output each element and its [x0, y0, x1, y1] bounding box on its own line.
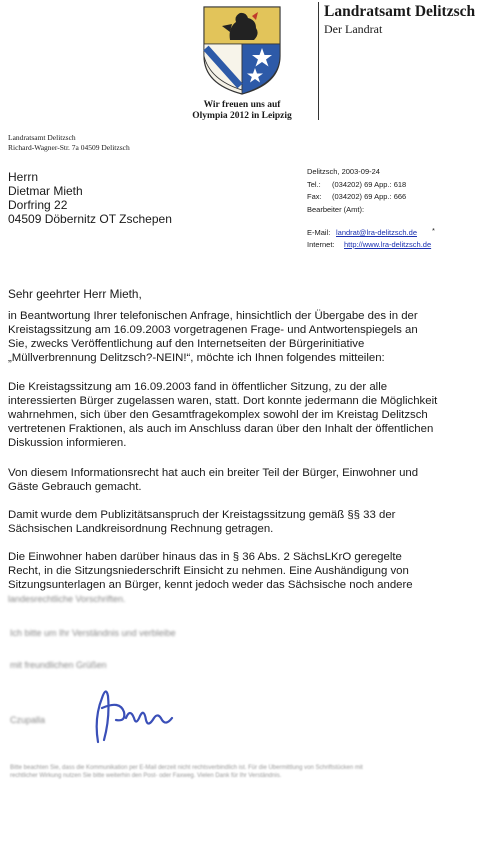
paragraph-request	[8, 309, 483, 365]
closing-request: Ich bitte um Ihr Verständnis und verbleibe	[10, 628, 176, 638]
slogan	[162, 100, 322, 122]
text-line: interessierten Bürger zugelassen waren, statt. Dort konnte jedermann die Möglichkeit	[8, 395, 438, 407]
text-line: Kreistagssitzung am 16.09.2003 vorgetragenen Frage- und Antwortenspiegels an	[8, 324, 418, 336]
tel-label: Tel.:	[307, 180, 321, 189]
slogan-line: Wir freuen uns auf	[203, 100, 281, 110]
signer-name: Czupalla	[10, 715, 46, 725]
internet-label: Internet:	[307, 240, 335, 249]
email-link[interactable]: landrat@lra-delitzsch.de	[336, 228, 417, 237]
paragraph-session	[8, 380, 483, 450]
text-line: Die Einwohner haben darüber hinaus das in § 36 Abs. 2 SächsLKrO geregelte	[8, 551, 402, 563]
slogan-line: Olympia 2012 in Leipzig	[192, 111, 292, 121]
recipient-city: 04509 Döbernitz OT Zschepen	[8, 212, 172, 226]
footnote-line: rechtlicher Wirkung nutzen Sie bitte weiterhin den Post- oder Faxweg. Vielen Dank für Ihr Verständnis.	[10, 772, 282, 779]
text-line: wahrnehmen, sich über den Gesamtfragekomplex sowohl der im Kreistag Delitzsch	[8, 409, 428, 421]
text-line: Damit wurde dem Publizitätsanspruch der Kreistagssitzung gemäß §§ 33 der	[8, 509, 396, 521]
text-line: Sächsischen Landkreisordnung Rechnung getragen.	[8, 523, 274, 535]
text-line: in Beantwortung Ihrer telefonischen Anfrage, hinsichtlich der Übergabe des in der	[8, 310, 418, 322]
recipient-street: Dorfring 22	[8, 198, 68, 212]
greeting: Sehr geehrter Herr Mieth,	[8, 287, 142, 301]
email-label: E-Mail:	[307, 228, 331, 237]
footnote-line: Bitte beachten Sie, dass die Kommunikation per E-Mail derzeit nicht rechtsverbindlich ist. Für die Übermittlung von Schriftstücken mit	[10, 765, 363, 771]
text-line: Sie, zwecks Veröffentlichung auf den Internetseiten der Bürgerinitiative	[8, 338, 365, 350]
text-line-faded: landesrechtliche Vorschriften.	[8, 594, 126, 604]
signature-image	[80, 678, 190, 748]
text-line: vertretenen Fraktionen, als auch im Anschluss daran über den Inhalt der öffentlichen	[8, 423, 434, 435]
sender-line: Landratsamt Delitzsch	[8, 133, 76, 142]
coat-of-arms-icon	[200, 4, 284, 96]
recipient-salutation: Herrn	[8, 170, 39, 184]
text-line: Die Kreistagssitzung am 16.09.2003 fand in öffentlicher Sitzung, zu der alle	[8, 381, 388, 393]
paragraph-publicity	[8, 508, 483, 536]
footnote	[10, 765, 475, 780]
tel-value: (034202) 69 App.: 618	[332, 180, 407, 189]
sender-address: Richard-Wagner-Str. 7a 04509 Delitzsch	[8, 143, 130, 152]
fax-label: Fax:	[307, 192, 322, 201]
place-date: Delitzsch, 2003-09-24	[307, 167, 380, 176]
text-line: Sitzungsunterlagen an Bürger, kennt jedoch weder das Sächsische noch andere	[8, 579, 413, 591]
text-line: Diskussion informieren.	[8, 437, 127, 449]
paragraph-minutes	[8, 550, 483, 606]
text-line: „Müllverbrennung Delitzsch?-NEIN!“, möchte ich Ihnen folgendes mitteilen:	[8, 352, 385, 364]
fax-value: (034202) 69 App.: 666	[332, 192, 407, 201]
email-mark: *	[432, 226, 435, 235]
recipient-name: Dietmar Mieth	[8, 184, 83, 198]
website-link[interactable]: http://www.lra-delitzsch.de	[344, 240, 432, 249]
text-line: Gäste Gebrauch gemacht.	[8, 481, 142, 493]
paragraph-information-right	[8, 466, 483, 494]
clerk-label: Bearbeiter (Amt):	[307, 205, 365, 214]
closing-regards: mit freundlichen Grüßen	[10, 660, 107, 670]
text-line: Von diesem Informationsrecht hat auch ein breiter Teil der Bürger, Einwohner und	[8, 467, 419, 479]
agency-name: Landratsamt Delitzsch	[324, 3, 476, 20]
text-line: Recht, in die Sitzungsniederschrift Einsicht zu nehmen. Eine Aushändigung von	[8, 565, 409, 577]
agency-subtitle: Der Landrat	[324, 22, 383, 36]
